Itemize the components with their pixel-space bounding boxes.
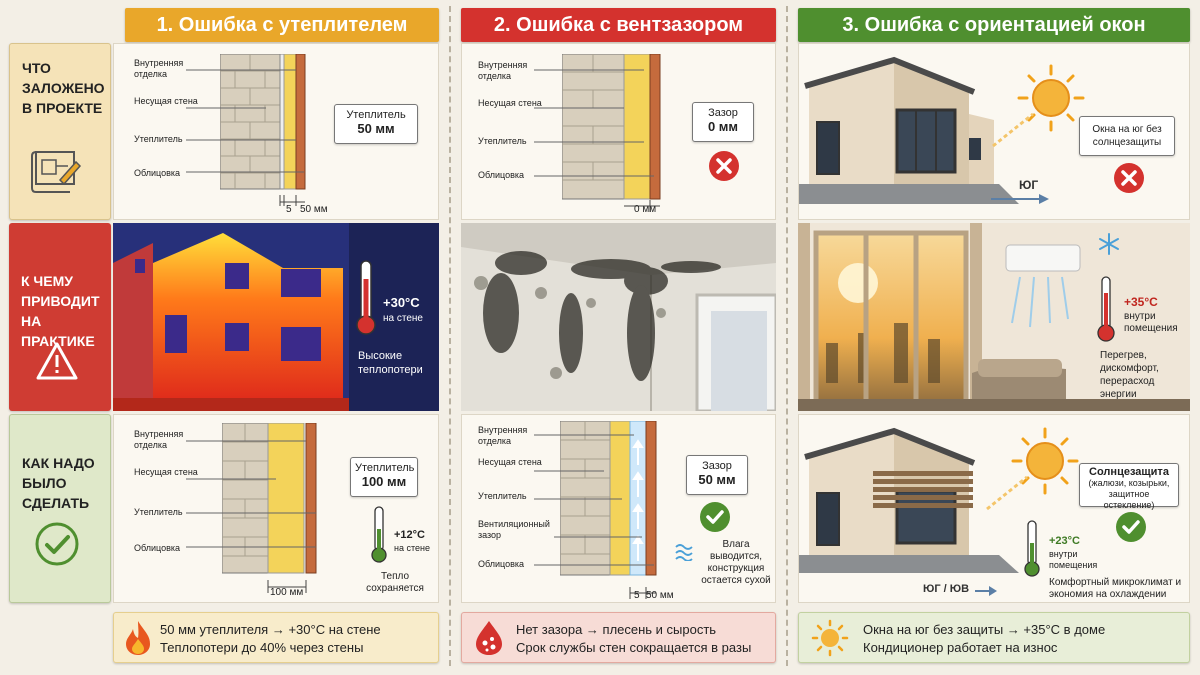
footer-windows [798,612,1190,663]
moisture-drop-icon [472,619,506,657]
box-title: Зазор [702,460,732,472]
footer-line-2: Кондиционер работает на износ [863,640,1058,655]
overheat-panel [798,223,1190,411]
sun-icon [983,425,1083,515]
leader-lines [186,64,306,179]
footer-line-2: Теплопотери до 40% через стены [160,640,364,655]
row-label-text: КАК НАДО БЫЛО СДЕЛАТЬ [22,455,95,511]
dim-gap: 5 [634,590,640,601]
check-circle-icon [34,521,80,567]
label-vent-gap: Вентиляционный зазор [478,519,550,540]
wall-temp-label: на стене [394,543,430,553]
error-cross-icon [708,150,740,182]
vent-fix-panel [461,414,776,603]
arrow-right-icon [989,192,1053,206]
direction-label: ЮГ / ЮВ [923,583,970,595]
column-divider [449,6,451,666]
label-facing: Облицовка [134,168,181,178]
column-header-insulation: 1. Ошибка с утеплителем [125,8,439,42]
comfort-note: Комфортный микроклимат и экономия на охлаждении [1049,577,1182,600]
dim-gap: 0 мм [634,204,657,215]
box-value: 0 мм [707,119,739,134]
label-inner-finish: Внутренняя отделка [134,429,184,450]
insulation-thickness-box [334,104,418,144]
dim-insulation: 50 мм [300,204,328,215]
gap-size-box [692,102,754,142]
label-insulation: Утеплитель [134,134,183,144]
mold-corner-image [461,223,776,411]
footer-line-1: 50 мм утеплителя → +30°C на стене [160,622,381,637]
thermal-house-image [113,223,349,411]
thermal-panel [113,223,439,411]
box-value: 50 мм [357,121,395,136]
windows-fix-panel [798,414,1190,603]
footer-line-1: Окна на юг без защиты → +35°C в доме [863,622,1106,637]
overheat-effect: Перегрев, дискомфорт, перерасход энергии [1100,350,1159,400]
box-title: Утеплитель [355,462,415,474]
dim-insulation-fixed: 100 мм [270,587,304,598]
thermometer-cool-icon [370,505,388,565]
row-label-practice [9,223,111,411]
snowflake-icon [1098,233,1120,255]
thermometer-hot-icon [1096,275,1116,345]
label-facing: Облицовка [478,170,525,180]
label-bearing-wall: Несущая стена [478,98,542,108]
box-subtitle: (жалюзи, козырьки, защитное остекление) [1088,478,1170,510]
sun-icon [989,62,1089,152]
vent-design-panel [461,43,776,220]
label-inner-finish: Внутренняя отделка [134,58,184,79]
ok-check-icon [1115,511,1147,543]
box-value: 50 мм [698,472,736,487]
blueprint-icon [30,146,82,194]
wall-temp-value: +12°C [394,529,426,541]
ok-check-icon [699,501,731,533]
leader-lines [534,429,664,569]
room-temp-value: +35°C [1124,295,1158,309]
label-bearing-wall: Несущая стена [134,96,198,106]
footer-line-1: Нет зазора → плесень и сырость [516,622,717,637]
direction-label: ЮГ [1019,178,1039,192]
arrow-right-icon [973,585,999,597]
label-inner-finish: Внутренняя отделка [478,425,528,446]
windows-design-panel [798,43,1190,220]
footer-vent-gap [461,612,776,663]
footer-line-2: Срок службы стен сокращается в разы [516,640,752,655]
label-inner-finish: Внутренняя отделка [478,60,528,81]
box-value: 100 мм [361,474,407,489]
moisture-waves-icon [674,543,696,561]
row-label-fix [9,414,111,603]
column-header-windows: 3. Ошибка с ориентацией окон [798,8,1190,42]
dim-gap: 5 [286,204,292,215]
south-windows-box: Окна на юг без солнцезащиты [1079,116,1175,156]
mold-panel [461,223,776,411]
box-title: Зазор [708,107,738,119]
label-bearing-wall: Несущая стена [134,467,198,477]
wall-temp-label: на стене [383,313,423,324]
fire-icon [124,619,152,657]
label-bearing-wall: Несущая стена [478,457,542,467]
column-divider [786,6,788,666]
sun-icon [811,619,849,657]
dim-facing: 50 мм [646,590,674,601]
row-label-text: К ЧЕМУ ПРИВОДИТ НА ПРАКТИКЕ [21,273,100,349]
error-cross-icon [1113,162,1145,194]
thermometer-cool-icon [1023,519,1041,579]
thermometer-hot-icon [355,259,377,337]
warning-icon [35,341,79,381]
label-insulation: Утеплитель [478,136,527,146]
label-insulation: Утеплитель [478,491,527,501]
row-label-design [9,43,111,220]
room-temp-label: внутри помещения [1049,549,1098,570]
sun-protection-box [1079,463,1179,510]
insulation-design-panel [113,43,439,220]
wall-temp-value: +30°C [383,295,420,310]
gap-size-box [686,455,748,495]
box-title: Утеплитель [346,109,406,121]
box-title: Солнцезащита [1089,466,1169,478]
insulation-fix-panel [113,414,439,603]
moisture-note: Влага выводится, конструкция остается сухой [701,539,771,586]
heat-kept-note: Тепло сохраняется [366,571,424,594]
label-insulation: Утеплитель [134,507,183,517]
room-temp-value: +23°C [1049,535,1081,547]
heat-loss-note: Высокие теплопотери [358,350,423,376]
row-label-text: ЧТО ЗАЛОЖЕНО В ПРОЕКТЕ [22,60,105,116]
column-header-vent-gap: 2. Ошибка с вентзазором [461,8,776,42]
footer-insulation [113,612,439,663]
insulation-thickness-box [350,457,418,497]
leader-lines [186,435,326,555]
room-temp-label: внутри помещения [1124,311,1178,334]
label-facing: Облицовка [134,543,181,553]
label-facing: Облицовка [478,559,525,569]
leader-lines [534,64,664,184]
